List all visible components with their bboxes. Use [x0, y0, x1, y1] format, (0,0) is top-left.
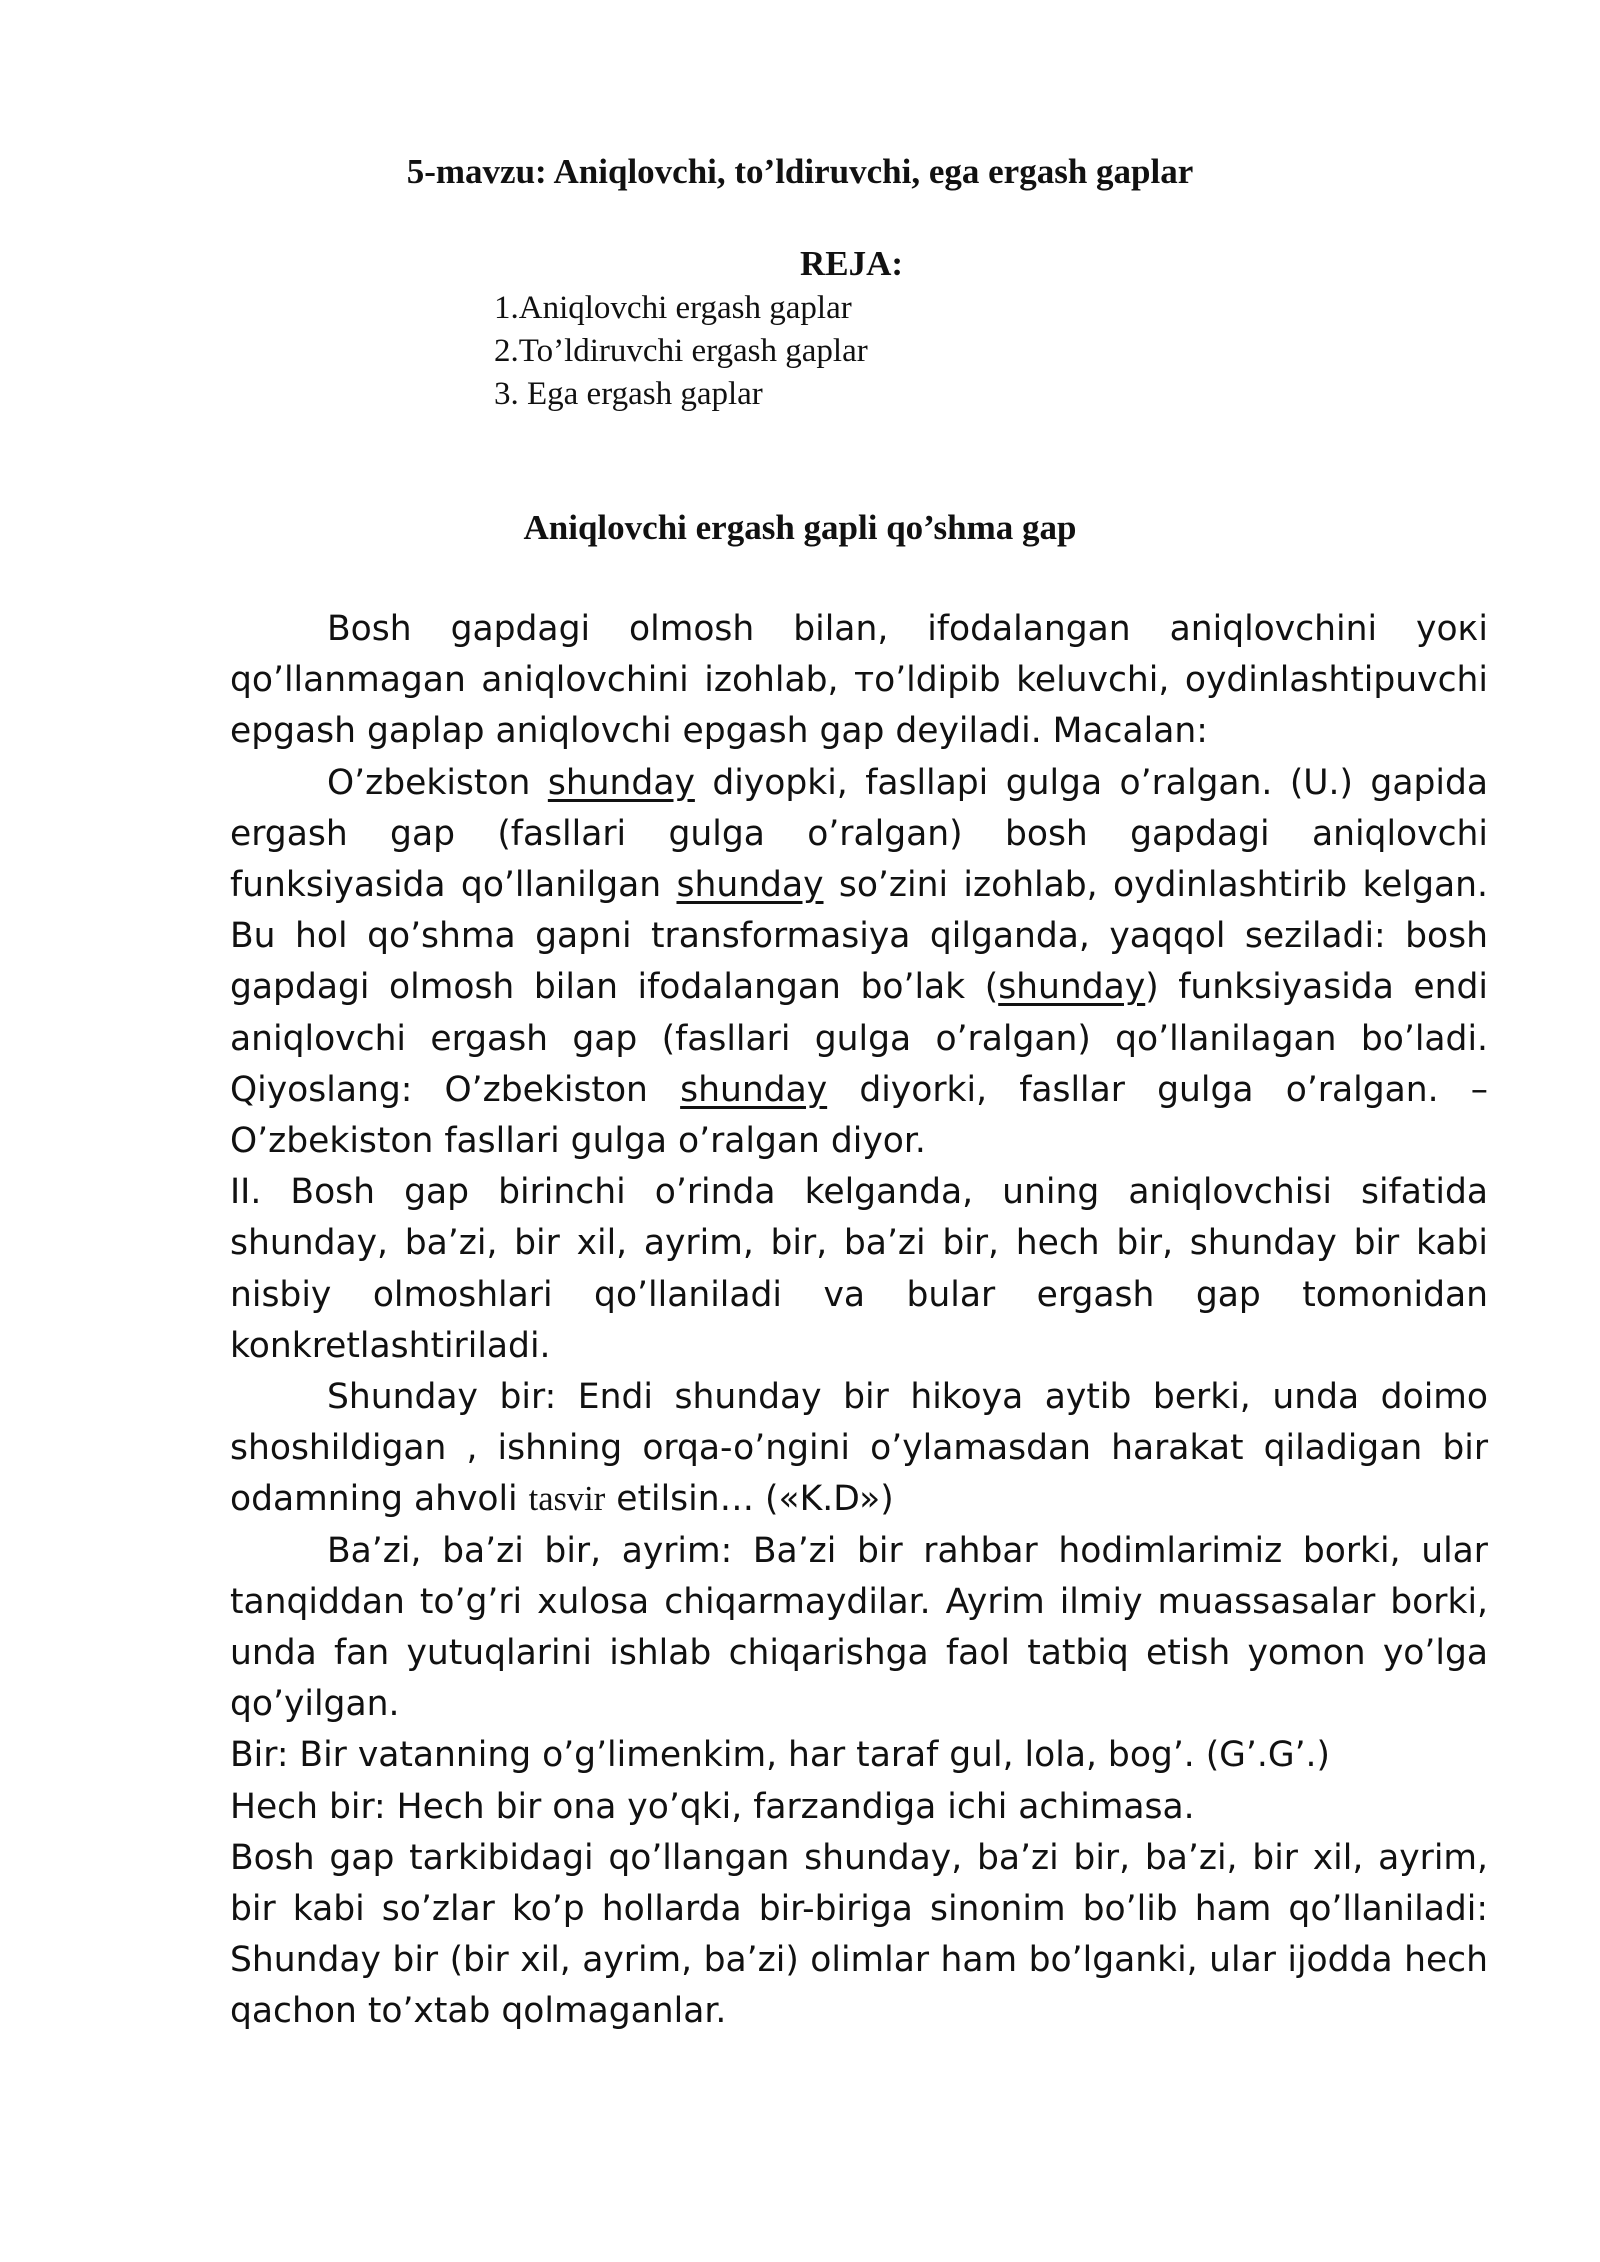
- text-segment: tasvir: [528, 1480, 606, 1519]
- section-heading: Aniqlovchi ergash gapli qo’shma gap: [523, 508, 1077, 547]
- paragraph-shunday-bir: [230, 1372, 1488, 1526]
- paragraph-example: [230, 758, 1488, 1168]
- paragraph-bir: Bir: Bir vatanning o’g’limenkim, har taraf gul, lola, bog’. (G’.G’.): [230, 1735, 1330, 1776]
- text-segment: diyorki, fasllar gulga o’ralgan. – O’zbekiston fasllari gulga o’ralgan diyor.: [230, 1069, 1488, 1162]
- paragraph-hech-bir: Hech bir: Hech bir ona yo’qki, farzandiga ichi achimasa.: [230, 1786, 1195, 1827]
- text-segment: etilsin… («K.D»): [605, 1479, 894, 1520]
- page-title: 5-mavzu: Aniqlovchi, to’ldiruvchi, ega ergash gaplar: [406, 152, 1194, 191]
- underlined-word: shunday: [547, 762, 695, 803]
- plan-item: 3. Ega ergash gaplar: [494, 376, 763, 412]
- text-segment: ) funksiyasida endi aniqlovchi ergash gap (fasllari gulga o’ralgan) qo’llanilagan bo’ladi. Qiyoslang: O’zbekiston: [230, 967, 1489, 1110]
- text-segment: O’zbekiston: [327, 762, 548, 803]
- plan-heading: REJA:: [800, 244, 904, 283]
- underlined-word: shunday: [680, 1069, 828, 1110]
- paragraph-synonyms: Bosh gap tarkibidagi qo’llangan shunday, ba’zi bir, ba’zi, bir xil, ayrim, bir kabi so’zlar ko’p hollarda bir-biriga sinonim bo’lib ham qo’llaniladi: Shunday bir (bir xil, ayrim, ba’zi) olimlar ham bo’lganki, ular ijodda hech qachon to’xtab qolmaganlar.: [230, 1837, 1488, 2032]
- text-segment: diyopki, fasllapi gulga o’ralgan. (U.) gapida ergash gap (fasllari gulga o’ralgan) bosh gapdagi aniqlovchi funksiyasida qo’llanilgan: [230, 762, 1488, 906]
- paragraph-pronouns: II. Bosh gap birinchi o’rinda kelganda, uning aniqlovchisi sifatida shunday, ba’zi, bir xil, ayrim, bir, ba’zi bir, hech bir, shunday bir kabi nisbiy olmoshlari qo’llaniladi va bular ergash gap tomonidan konkretlashtiriladi.: [230, 1172, 1488, 1366]
- underlined-word: shunday: [676, 865, 824, 906]
- underlined-word: shunday: [998, 967, 1146, 1008]
- paragraph-bazi: Ba’zi, ba’zi bir, ayrim: Ba’zi bir rahbar hodimlarimiz borki, ular tanqiddan to’g’ri xulosa chiqarmaydilar. Ayrim ilmiy muassasalar borki, unda fan yutuqlarini ishlab chiqarishga faol tatbiq etish yomon yo’lga qo’yilgan.: [230, 1530, 1488, 1725]
- plan-item: 1.Aniqlovchi ergash gaplar: [494, 290, 852, 326]
- text-segment: Shunday bir: Endi shunday bir hikoya aytib berki, unda doimo shoshildigan , ishning orqa-o’ngini o’ylamasdan harakat qiladigan bir odamning ahvoli: [230, 1377, 1488, 1520]
- text-segment: so’zini izohlab, oydinlashtirib kelgan. Bu hol qo’shma gapni transformasiya qilganda, yaqqol seziladi: bosh gapdagi olmosh bilan ifodalangan bo’lak (: [230, 865, 1488, 1008]
- paragraph-definition: Bosh gapdagi olmosh bilan, ifodalangan aniqlovchini yoкi qo’llanmagan aniqlovchini izohlab, тo’ldipib keluvchi, oydinlashtipuvchi epgash gaplap aniqlovchi epgash gap deyiladi. Macalan:: [230, 609, 1488, 752]
- body-text: [230, 604, 1488, 2038]
- plan-list: [494, 287, 868, 416]
- plan-item: 2.To’ldiruvchi ergash gaplar: [494, 333, 868, 369]
